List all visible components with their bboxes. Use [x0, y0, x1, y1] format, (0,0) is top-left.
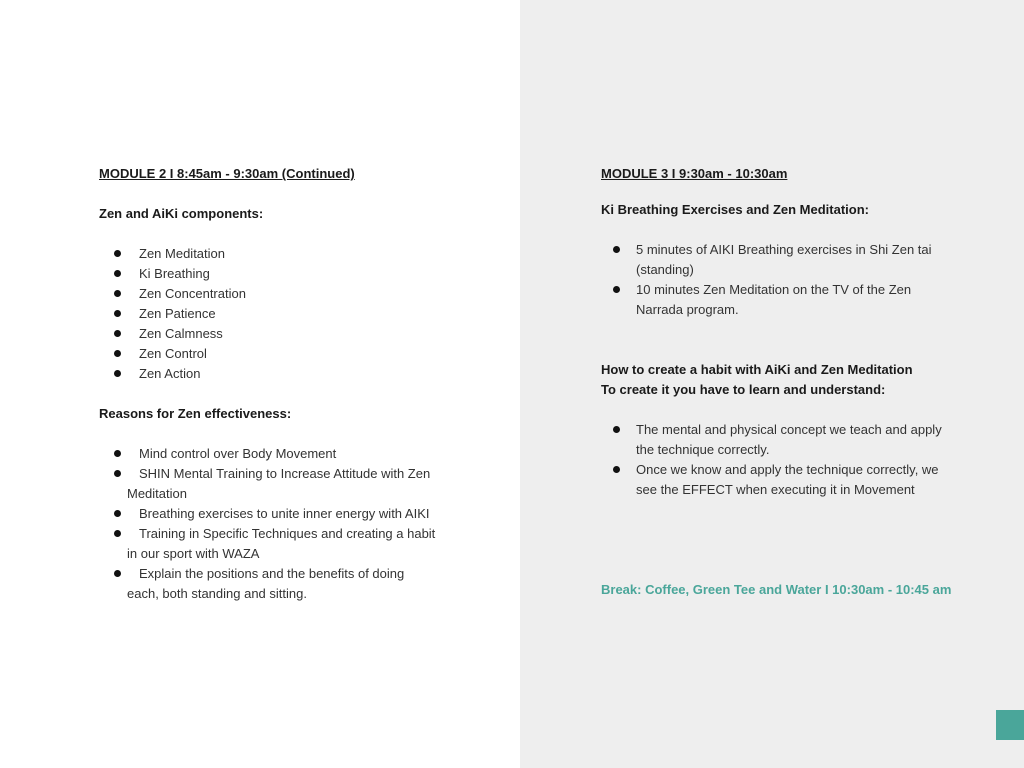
component-label: Zen Action	[139, 366, 201, 381]
list-item	[601, 240, 1001, 280]
bullet-icon	[114, 330, 121, 337]
accent-square	[996, 710, 1024, 740]
bullet-icon	[613, 286, 620, 293]
list-item	[99, 524, 499, 564]
reason-line: Training in Specific Techniques and creating a habit	[139, 526, 436, 541]
bullet-icon	[114, 470, 121, 477]
component-label: Zen Concentration	[139, 286, 246, 301]
component-label: Ki Breathing	[139, 266, 210, 281]
bullet-icon	[114, 510, 121, 517]
bullet-icon	[613, 466, 620, 473]
list-item	[99, 564, 499, 604]
bullet-icon	[114, 250, 121, 257]
reason-line-continued: Meditation	[127, 486, 187, 501]
habit-line-continued: the technique correctly.	[636, 442, 770, 457]
bullet-icon	[114, 370, 121, 377]
bullet-icon	[114, 310, 121, 317]
break-notice: Break: Coffee, Green Tee and Water I 10:30am - 10:45 am	[601, 582, 952, 597]
list-item	[99, 284, 499, 304]
components-heading: Zen and AiKi components:	[99, 206, 264, 221]
habit-line-continued: see the EFFECT when executing it in Movement	[636, 482, 915, 497]
bullet-icon	[114, 530, 121, 537]
list-item	[99, 444, 499, 464]
list-item	[99, 264, 499, 284]
list-item	[99, 464, 499, 504]
list-item	[99, 244, 499, 264]
bullet-icon	[613, 246, 620, 253]
component-label: Zen Calmness	[139, 326, 223, 341]
reason-line-continued: in our sport with WAZA	[127, 546, 260, 561]
bullet-icon	[114, 450, 121, 457]
exercises-list	[601, 240, 1001, 320]
bullet-icon	[114, 570, 121, 577]
reasons-list	[99, 444, 499, 604]
reason-line: Explain the positions and the benefits of doing	[139, 566, 405, 581]
exercise-line: 10 minutes Zen Meditation on the TV of the Zen	[636, 282, 912, 297]
reason-line: Mind control over Body Movement	[139, 446, 337, 461]
habit-line: The mental and physical concept we teach and apply	[636, 422, 942, 437]
list-item	[99, 364, 499, 384]
bullet-icon	[114, 350, 121, 357]
habit-heading-2: To create it you have to learn and understand:	[601, 382, 886, 397]
habit-points-list	[601, 420, 1001, 500]
bullet-icon	[114, 290, 121, 297]
exercise-line: 5 minutes of AIKI Breathing exercises in Shi Zen tai	[636, 242, 932, 257]
reason-line: Breathing exercises to unite inner energy with AIKI	[139, 506, 430, 521]
list-item	[99, 324, 499, 344]
habit-heading-1: How to create a habit with AiKi and Zen Meditation	[601, 362, 913, 377]
list-item	[601, 460, 1001, 500]
exercise-line-continued: Narrada program.	[636, 302, 739, 317]
reason-line-continued: each, both standing and sitting.	[127, 586, 307, 601]
component-label: Zen Patience	[139, 306, 216, 321]
reason-line: SHIN Mental Training to Increase Attitude with Zen	[139, 466, 431, 481]
component-label: Zen Control	[139, 346, 207, 361]
list-item	[601, 280, 1001, 320]
exercises-heading: Ki Breathing Exercises and Zen Meditation:	[601, 202, 869, 217]
module-3-title: MODULE 3 I 9:30am - 10:30am	[601, 166, 788, 181]
list-item	[601, 420, 1001, 460]
reasons-heading: Reasons for Zen effectiveness:	[99, 406, 292, 421]
habit-line: Once we know and apply the technique correctly, we	[636, 462, 939, 477]
right-panel	[520, 0, 1024, 768]
exercise-line-continued: (standing)	[636, 262, 694, 277]
list-item	[99, 304, 499, 324]
bullet-icon	[114, 270, 121, 277]
bullet-icon	[613, 426, 620, 433]
component-label: Zen Meditation	[139, 246, 225, 261]
list-item	[99, 504, 499, 524]
components-list	[99, 244, 499, 384]
module-2-title: MODULE 2 I 8:45am - 9:30am (Continued)	[99, 166, 355, 181]
list-item	[99, 344, 499, 364]
